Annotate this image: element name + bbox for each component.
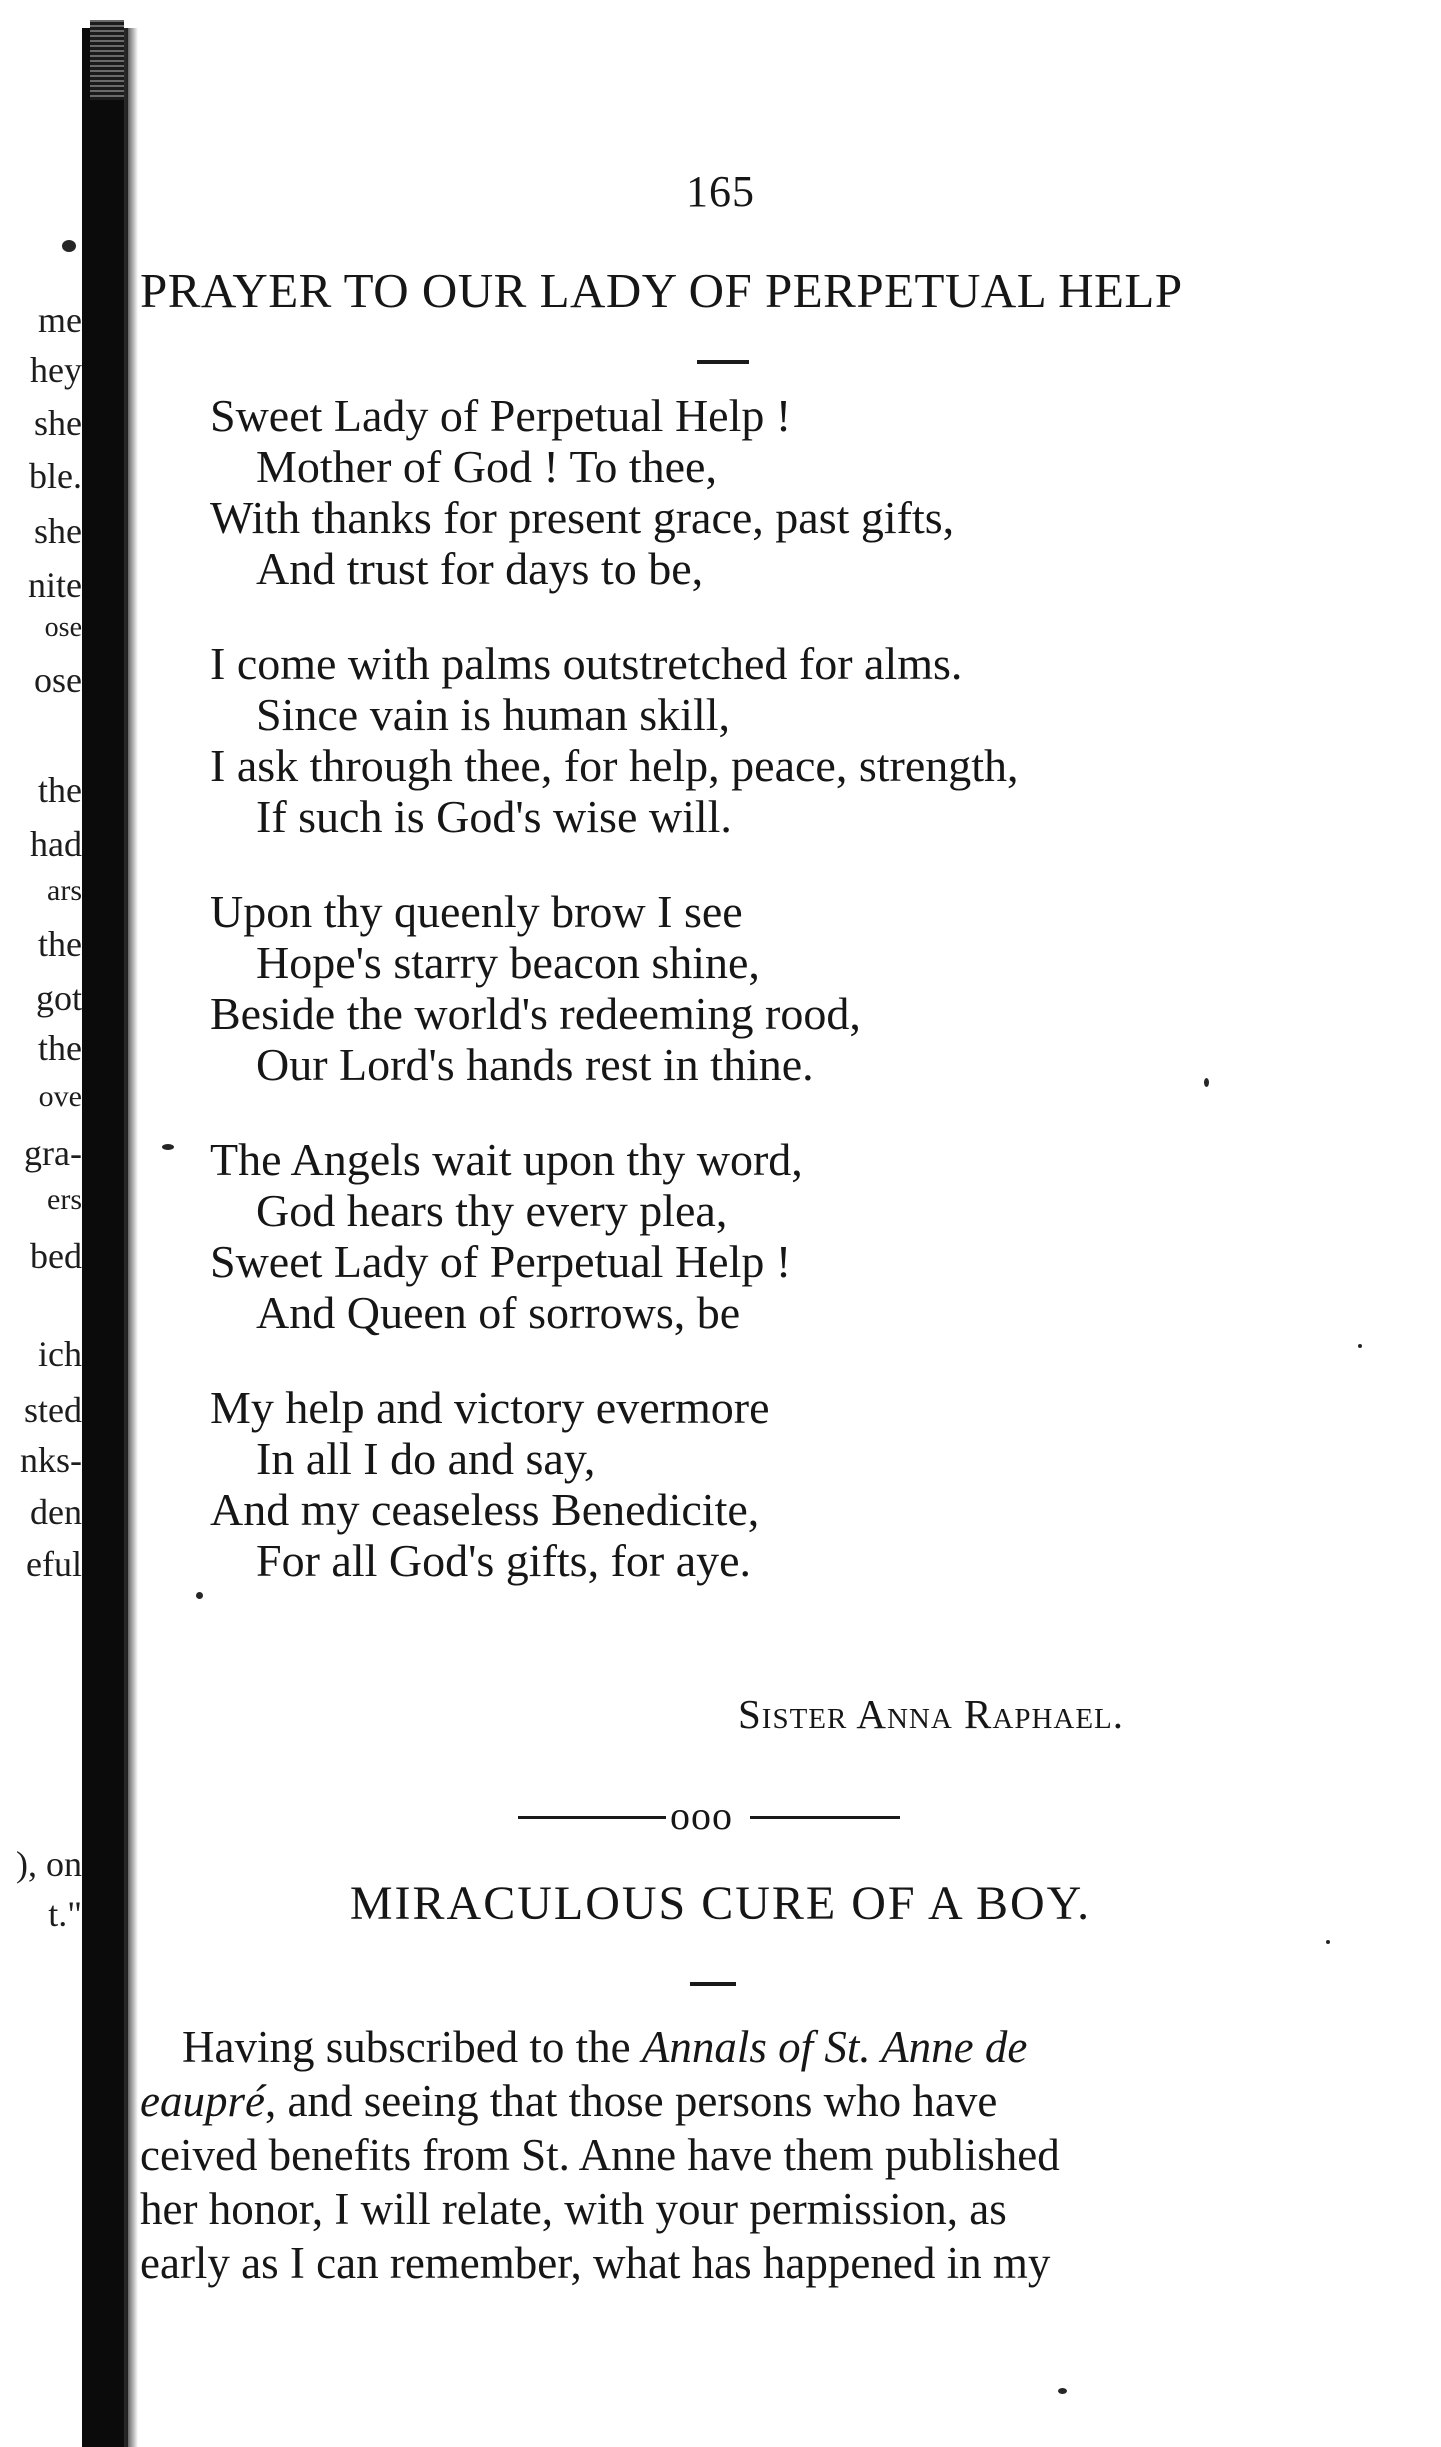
verse-line: Upon thy queenly brow I see xyxy=(210,886,743,937)
binding-gutter-top xyxy=(90,20,124,100)
story-title: MIRACULOUS CURE OF A BOY. xyxy=(349,1877,1092,1930)
verse-line: If such is God's wise will. xyxy=(256,791,732,842)
facing-fragment: bed xyxy=(30,1236,82,1276)
facing-fragment: den xyxy=(30,1492,82,1532)
verse-line: And my ceaseless Benedicite, xyxy=(210,1484,760,1535)
facing-fragment: sted xyxy=(24,1390,82,1430)
facing-fragment: eful xyxy=(26,1544,82,1584)
section-separator xyxy=(518,1790,918,1840)
title-rule xyxy=(697,360,749,364)
separator-rule-left xyxy=(518,1816,666,1819)
scan-speck xyxy=(1358,1344,1362,1348)
verse-line: Since vain is human skill, xyxy=(256,689,731,740)
facing-fragment: ich xyxy=(38,1334,82,1374)
scan-speck xyxy=(196,1592,203,1599)
separator-rule-right xyxy=(750,1816,900,1819)
story-title-rule xyxy=(690,1982,736,1986)
body-text: , and seeing that those persons who have xyxy=(264,2076,998,2126)
scan-speck xyxy=(62,240,76,252)
verse-line: Mother of God ! To thee, xyxy=(256,441,717,492)
story-body xyxy=(140,2020,1330,2290)
verse-line: My help and victory evermore xyxy=(210,1382,770,1433)
body-line: early as I can remember, what has happened in my xyxy=(140,2238,1051,2288)
scan-speck xyxy=(162,1144,174,1150)
facing-fragment: got xyxy=(35,978,82,1018)
facing-fragment: the xyxy=(38,924,82,964)
verse-line: For all God's gifts, for aye. xyxy=(256,1535,752,1586)
poem xyxy=(210,390,1310,1630)
facing-fragment: ove xyxy=(38,1080,82,1113)
italic-publication-title: Annals of St. Anne de xyxy=(641,2022,1028,2072)
body-line: her honor, I will relate, with your permission, as xyxy=(140,2184,1007,2234)
facing-fragment: she xyxy=(34,403,82,443)
verse-line: Beside the world's redeeming rood, xyxy=(210,988,861,1039)
binding-gutter xyxy=(82,28,128,2447)
scan-speck xyxy=(1204,1078,1209,1087)
body-line xyxy=(140,2074,1330,2128)
verse-line: God hears thy every plea, xyxy=(256,1185,728,1236)
facing-fragment: nite xyxy=(28,565,82,605)
verse-line: Sweet Lady of Perpetual Help ! xyxy=(210,390,792,441)
prayer-title: PRAYER TO OUR LADY OF PERPETUAL HELP xyxy=(140,263,1183,318)
body-line: ceived benefits from St. Anne have them published xyxy=(140,2130,1060,2180)
verse-line: And trust for days to be, xyxy=(256,543,704,594)
verse-line: I ask through thee, for help, peace, strength, xyxy=(210,740,1019,791)
facing-fragment: nks- xyxy=(20,1440,82,1480)
facing-fragment: ers xyxy=(47,1183,82,1216)
facing-fragment: ose xyxy=(34,660,82,700)
facing-fragment: ), on xyxy=(16,1844,82,1884)
author-signature: Sister Anna Raphael. xyxy=(738,1691,1125,1737)
facing-fragment: t." xyxy=(48,1894,82,1934)
binding-gutter-shadow xyxy=(124,28,138,2447)
stanza xyxy=(210,390,1310,594)
facing-fragment: hey xyxy=(30,350,82,390)
verse-line: With thanks for present grace, past gifts, xyxy=(210,492,955,543)
facing-fragment: the xyxy=(38,1028,82,1068)
facing-fragment: had xyxy=(30,824,82,864)
stanza xyxy=(210,886,1310,1090)
scan-speck xyxy=(1326,1940,1330,1944)
verse-line: And Queen of sorrows, be xyxy=(256,1287,741,1338)
facing-fragment: gra- xyxy=(24,1133,82,1173)
facing-fragment: the xyxy=(38,770,82,810)
facing-page-edge xyxy=(0,0,82,2447)
body-line xyxy=(140,2020,1330,2074)
page-number: 165 xyxy=(686,167,755,216)
stanza xyxy=(210,1134,1310,1338)
verse-line: Hope's starry beacon shine, xyxy=(256,937,760,988)
separator-ornament: ooo xyxy=(670,1793,733,1838)
facing-fragment: ars xyxy=(47,874,82,907)
body-text: Having subscribed to the xyxy=(182,2022,642,2072)
verse-line: In all I do and say, xyxy=(256,1433,596,1484)
italic-place-name: eaupré xyxy=(140,2076,265,2126)
facing-fragment: ose xyxy=(44,612,82,643)
stanza xyxy=(210,1382,1310,1586)
facing-fragment: ble. xyxy=(29,456,82,496)
scan-speck xyxy=(1058,2388,1067,2394)
facing-fragment: she xyxy=(34,511,82,551)
verse-line: The Angels wait upon thy word, xyxy=(210,1134,803,1185)
verse-line: Our Lord's hands rest in thine. xyxy=(256,1039,814,1090)
verse-line: I come with palms outstretched for alms. xyxy=(210,638,963,689)
stanza xyxy=(210,638,1310,842)
verse-line: Sweet Lady of Perpetual Help ! xyxy=(210,1236,792,1287)
facing-fragment: me xyxy=(38,300,82,340)
